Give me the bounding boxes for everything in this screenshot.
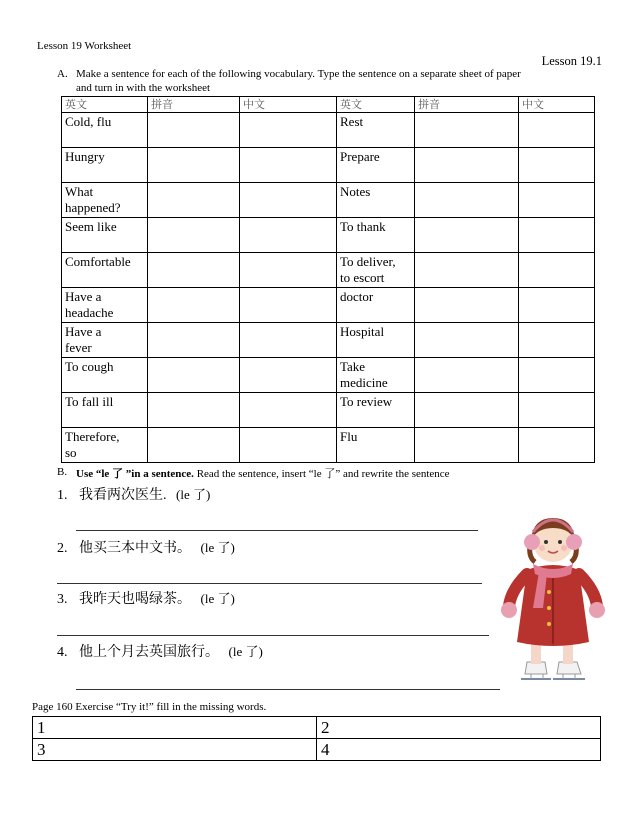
vocabulary-row [62,358,595,393]
chinese-cell[interactable] [240,393,337,428]
sentence-hint: (le 了) [200,540,235,555]
answer-cell-2[interactable]: 2 [317,717,601,739]
pinyin-cell[interactable] [148,253,240,288]
vocabulary-term-line: To thank [340,219,386,234]
section-a-instruction-line2: and turn in with the worksheet [76,82,211,94]
chinese-cell[interactable] [519,358,595,393]
vocabulary-row [62,323,595,358]
sentence-item-1 [57,484,210,504]
answer-cell-3[interactable]: 3 [33,739,317,761]
english-term-cell [337,288,415,323]
sentence-hint: (le 了) [228,644,263,659]
english-term-cell [337,323,415,358]
vocabulary-term-line: Take [340,359,366,374]
pinyin-cell[interactable] [415,288,519,323]
sentence-text: 他上个月去英国旅行。 [79,645,219,660]
vocabulary-row [62,218,595,253]
sentence-item-4 [57,641,263,661]
chinese-cell[interactable] [519,183,595,218]
section-a-instruction-line1: Make a sentence for each of the following vocabulary. Type the sentence on a separate sheet of paper [76,68,521,80]
chinese-cell[interactable] [519,323,595,358]
answer-cell-1[interactable]: 1 [33,717,317,739]
sentence-text: 他买三本中文书。 [79,541,191,556]
pinyin-cell[interactable] [148,393,240,428]
column-header-chinese: 中文 [519,97,595,113]
pinyin-cell[interactable] [148,288,240,323]
vocabulary-header-row [62,97,595,113]
vocabulary-term-line: Have a [65,289,102,304]
pinyin-cell[interactable] [415,148,519,183]
pinyin-cell[interactable] [148,183,240,218]
chinese-cell[interactable] [240,288,337,323]
vocabulary-row [62,428,595,463]
vocabulary-term-line: medicine [340,375,388,390]
chinese-cell[interactable] [240,358,337,393]
vocabulary-term-line: Rest [340,114,364,129]
english-term-cell [62,148,148,183]
vocabulary-term-line: happened? [65,200,121,215]
vocabulary-term-line: headache [65,305,114,320]
vocabulary-row [62,393,595,428]
english-term-cell [62,253,148,288]
vocabulary-term-line: What [65,184,94,199]
chinese-cell[interactable] [519,148,595,183]
english-term-cell [62,428,148,463]
answer-line-4[interactable] [76,689,500,690]
column-header-chinese: 中文 [240,97,337,113]
answer-line-1[interactable] [76,530,478,531]
pinyin-cell[interactable] [415,218,519,253]
english-term-cell [337,113,415,148]
vocabulary-term-line: Therefore, [65,429,120,444]
vocabulary-term-line: Seem like [65,219,117,234]
exercise-answer-table [32,716,601,761]
english-term-cell [337,148,415,183]
vocabulary-term-line: Hungry [65,149,105,164]
chinese-cell[interactable] [240,253,337,288]
vocabulary-term-line: Comfortable [65,254,131,269]
chinese-cell[interactable] [519,393,595,428]
vocabulary-row [62,253,595,288]
pinyin-cell[interactable] [415,393,519,428]
item-number: 4. [57,645,68,660]
vocabulary-term-line: so [65,445,77,460]
sentence-text: 我昨天也喝绿茶。 [79,592,191,607]
pinyin-cell[interactable] [148,358,240,393]
column-header-pinyin: 拼音 [148,97,240,113]
chinese-cell[interactable] [240,113,337,148]
section-a-label: A. [57,68,68,80]
vocabulary-row [62,113,595,148]
english-term-cell [62,358,148,393]
answer-cell-4[interactable]: 4 [317,739,601,761]
section-b-instruction-bold: Use “le 了 ”in a sentence. [76,468,194,480]
item-number: 3. [57,592,68,607]
answer-line-3[interactable] [57,635,489,636]
pinyin-cell[interactable] [415,323,519,358]
column-header-english: 英文 [62,97,148,113]
vocabulary-term-line: To deliver, [340,254,396,269]
pinyin-cell[interactable] [415,428,519,463]
pinyin-cell[interactable] [415,358,519,393]
sentence-text: 我看两次医生. [79,488,167,503]
english-term-cell [337,358,415,393]
vocabulary-row [62,288,595,323]
vocabulary-table [61,96,595,463]
vocabulary-term-line: Cold, flu [65,114,112,129]
pinyin-cell[interactable] [148,428,240,463]
english-term-cell [337,428,415,463]
pinyin-cell[interactable] [415,253,519,288]
vocabulary-term-line: Prepare [340,149,380,164]
vocabulary-term-line: fever [65,340,92,355]
section-b-instruction-text: Read the sentence, insert “le 了” and rewrite the sentence [196,468,450,480]
vocabulary-term-line: Flu [340,429,358,444]
exercise-title: Page 160 Exercise “Try it!” fill in the missing words. [32,701,267,713]
chinese-cell[interactable] [519,428,595,463]
pinyin-cell[interactable] [415,183,519,218]
chinese-cell[interactable] [240,183,337,218]
chinese-cell[interactable] [240,148,337,183]
vocabulary-row [62,148,595,183]
english-term-cell [62,183,148,218]
vocabulary-term-line: to escort [340,270,385,285]
english-term-cell [62,393,148,428]
section-b-label: B. [57,466,68,478]
sentence-item-3 [57,588,235,608]
column-header-pinyin: 拼音 [415,97,519,113]
pinyin-cell[interactable] [148,218,240,253]
chinese-cell[interactable] [240,428,337,463]
english-term-cell [337,393,415,428]
answer-line-2[interactable] [57,583,482,584]
english-term-cell [62,218,148,253]
item-number: 1. [57,488,68,503]
english-term-cell [337,183,415,218]
pinyin-cell[interactable] [148,113,240,148]
chinese-cell[interactable] [519,253,595,288]
worksheet-title: Lesson 19 Worksheet [37,40,132,52]
chinese-cell[interactable] [240,323,337,358]
chinese-cell[interactable] [240,218,337,253]
sentence-hint: (le 了) [200,591,235,606]
sentence-item-2 [57,537,235,557]
pinyin-cell[interactable] [148,323,240,358]
pinyin-cell[interactable] [415,113,519,148]
vocabulary-term-line: To review [340,394,393,409]
vocabulary-term-line: To cough [65,359,114,374]
chinese-cell[interactable] [519,288,595,323]
lesson-number: Lesson 19.1 [541,54,602,68]
vocabulary-term-line: doctor [340,289,374,304]
item-number: 2. [57,541,68,556]
english-term-cell [62,113,148,148]
vocabulary-term-line: To fall ill [65,394,114,409]
vocabulary-term-line: Hospital [340,324,385,339]
vocabulary-term-line: Notes [340,184,371,199]
column-header-english: 英文 [337,97,415,113]
english-term-cell [337,253,415,288]
section-b-instruction [76,465,450,481]
vocabulary-term-line: Have a [65,324,102,339]
pinyin-cell[interactable] [148,148,240,183]
chinese-cell[interactable] [519,113,595,148]
vocabulary-row [62,183,595,218]
girl-illustration [497,512,609,688]
english-term-cell [337,218,415,253]
english-term-cell [62,323,148,358]
english-term-cell [62,288,148,323]
sentence-hint: (le 了) [176,487,211,502]
chinese-cell[interactable] [519,218,595,253]
